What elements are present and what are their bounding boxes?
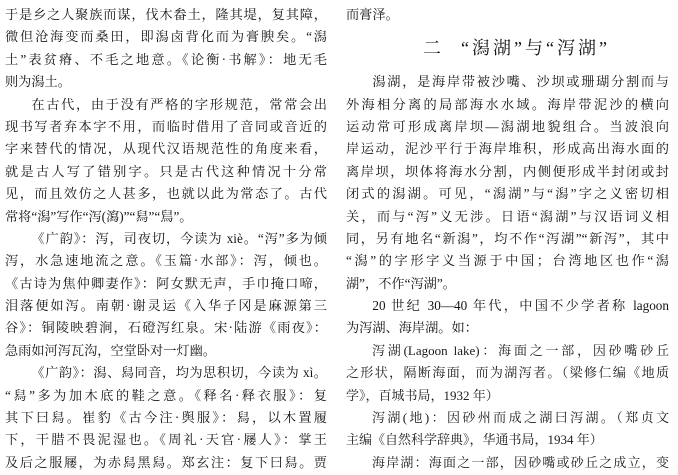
text-line: 在古代，由于没有严格的字形规范，常常会出 (31, 96, 327, 112)
quotation-line: 学》，百城书局，1932 年） (346, 387, 499, 403)
text-line: 《古诗为焦仲卿妻作》：阿女默无声，手巾掩口啼， (5, 275, 327, 291)
paragraph (346, 295, 669, 340)
text-line: 常将“潟”写作“泻(瀉)”“舄”“舃”。 (5, 208, 193, 224)
text-line: 见，而且效仿之人甚多，也就以此为常态了。古代 (5, 186, 327, 202)
text-line: 则为潟土。 (5, 74, 71, 90)
text-line: 《广韵》：泻，司夜切，今读为 xiè。“泻”多为倾 (31, 230, 327, 246)
quotation-entry (346, 452, 669, 474)
quotation-line: 海岸湖：海面之一部，因砂嘴或砂丘之成立，变 (372, 454, 669, 470)
text-line: 急雨如河泻瓦沟，空堂卧对一灯幽。 (5, 342, 216, 358)
text-line: 《广韵》：潟、舄同音，均为思积切，今读为 xì。 (31, 365, 327, 381)
left-column (5, 4, 327, 474)
text-line: 谷》：铜陵映碧涧，石磴泻红泉。宋·陆游《雨夜》： (5, 320, 327, 336)
text-line: 为泻湖、海岸湖。如： (346, 320, 478, 336)
text-line: 泪落便如泻。南朝·谢灵运《入华子冈是麻源第三 (5, 298, 327, 314)
text-line: 运动常可形成离岸坝—潟湖地貌组合。当波浪向 (346, 118, 669, 134)
paragraph (5, 94, 327, 228)
text-line: 泻，水急速地流之意。《玉篇·水部》：泻，倾也。 (5, 253, 327, 269)
text-line: 而膏泽。 (346, 7, 399, 22)
text-line: 及后之服屦，为赤舄黑舄。郑玄注：复下曰舄。贾 (5, 454, 327, 470)
quotation-line: 泻湖(Lagoon lake)：海面之一部，因砂嘴砂丘 (372, 342, 669, 358)
section-heading (346, 26, 669, 71)
paragraph (5, 362, 327, 474)
text-line: 外海相分离的局部海水水域。海岸带泥沙的横向 (346, 96, 669, 112)
quotation-entry (346, 407, 669, 452)
quotation-entry (346, 340, 669, 407)
continued-paragraph (346, 4, 669, 26)
quotation-line: 主编《自然科学辞典》，华通书局，1934 年） (346, 432, 603, 448)
quotation-line: 泻湖(地)：因砂州而成之湖曰泻湖。（郑贞文 (372, 410, 669, 426)
text-line: 其下曰舄。崔豹《古今注·舆服》：舄，以木置履 (5, 410, 327, 426)
text-line: 20 世纪 30—40 年代，中国不少学者称 lagoon (372, 298, 669, 314)
quotation-line: 之形状，隔断海面，而为湖泻者。（梁修仁编《地质 (346, 365, 669, 381)
section-number: 二 (423, 38, 442, 59)
paragraph (346, 71, 669, 295)
text-line: 离岸坝，坝体将海水分割，内侧便形成半封闭或封 (346, 163, 669, 179)
text-line: 字来替代的情况，从现代汉语规范性的角度来看， (5, 141, 327, 157)
right-column (346, 4, 669, 474)
text-line: “舄”多为加木底的鞋之意。《释名·释衣服》：复 (5, 387, 327, 403)
text-line: 土”表贫瘠、不毛之地意。《论衡·书解》：地无毛 (5, 51, 327, 67)
text-line: “潟”的字形字义当源于中国；台湾地区也作“潟 (346, 253, 669, 269)
section-title: “潟湖”与“泻湖” (461, 38, 610, 59)
text-line: 岸运动，泥沙平行于海岸堆积，形成高出海水面的 (346, 141, 669, 157)
text-line: 现书写者弃本字不用，而临时借用了音同或音近的 (5, 118, 327, 134)
text-line: 湖”，不作“泻湖”。 (346, 275, 456, 291)
text-line: 微但沧海变而桑田，即潟卤背化而为膏腴矣。“潟 (5, 29, 327, 45)
text-line: 于是乡之人聚族而谋，伐木畚土，隆其堤，复其障， (5, 7, 327, 22)
text-line: 同，另有地名“新潟”，均不作“泻湖”“新泻”，其中 (346, 230, 669, 246)
text-line: 下，干腊不畏泥湿也。《周礼·天官·屦人》：掌王 (5, 432, 327, 448)
text-line: 关，而与“泻”义无涉。日语“潟湖”与汉语词义相 (346, 208, 669, 224)
text-line: 闭式的潟湖。可见，“潟湖”与“潟”字之义密切相 (346, 186, 669, 202)
text-line: 就是古人写了错别字。只是古代这种情况十分常 (5, 163, 327, 179)
continued-paragraph (5, 4, 327, 94)
paragraph (5, 228, 327, 362)
text-line: 潟湖，是海岸带被沙嘴、沙坝或珊瑚分割而与 (372, 74, 669, 90)
